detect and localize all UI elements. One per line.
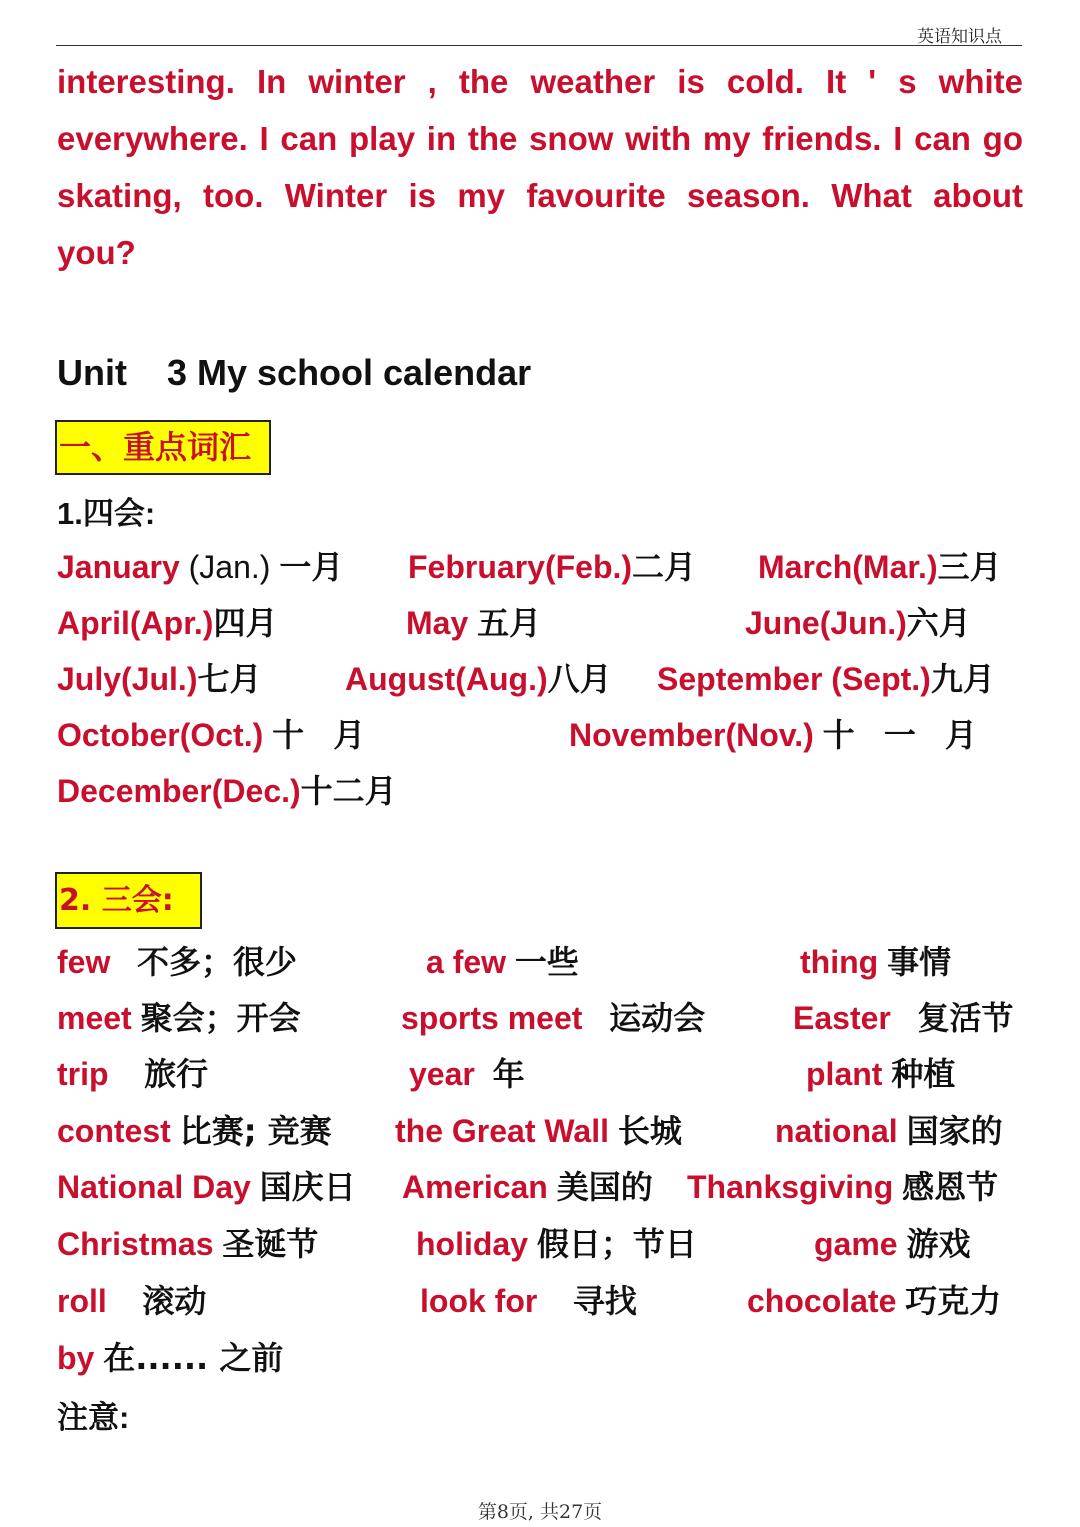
vocab-item: National Day 国庆日 xyxy=(57,1168,356,1206)
month-item: May 五月 xyxy=(406,604,542,642)
month-item: February(Feb.)二月 xyxy=(408,548,697,586)
month-row xyxy=(0,710,1080,766)
subheading-three-skills: 2. 三会: xyxy=(55,872,202,929)
vocab-item: thing 事情 xyxy=(800,943,952,981)
month-item: November(Nov.) 十 一 月 xyxy=(569,716,977,754)
vocab-item: the Great Wall 长城 xyxy=(395,1112,682,1150)
month-item: June(Jun.)六月 xyxy=(745,604,971,642)
vocab-row xyxy=(0,1333,1080,1389)
month-row xyxy=(0,766,1080,822)
vocab-item: roll 滚动 xyxy=(57,1282,207,1320)
vocab-row xyxy=(0,1162,1080,1218)
vocab-item: chocolate 巧克力 xyxy=(747,1282,1002,1320)
unit-title: Unit 3 My school calendar xyxy=(57,352,532,393)
vocab-item: Thanksgiving 感恩节 xyxy=(687,1168,999,1206)
vocab-item: Christmas 圣诞节 xyxy=(57,1225,319,1263)
month-row xyxy=(0,542,1080,598)
month-item: March(Mar.)三月 xyxy=(758,548,1002,586)
month-item: August(Aug.)八月 xyxy=(345,660,612,698)
vocab-item: plant 种植 xyxy=(806,1055,956,1093)
header-rule xyxy=(56,45,1022,46)
section-heading-key-vocab: 一、重点词汇 xyxy=(55,420,271,475)
intro-line: skating, too. Winter is my favourite season. What about xyxy=(57,177,1023,214)
vocab-item: holiday 假日；节日 xyxy=(416,1225,697,1263)
intro-paragraph xyxy=(57,53,1023,281)
vocab-row xyxy=(0,1276,1080,1332)
vocab-item: American 美国的 xyxy=(402,1168,653,1206)
vocab-item: few 不多；很少 xyxy=(57,943,298,981)
month-row xyxy=(0,654,1080,710)
month-item: April(Apr.)四月 xyxy=(57,604,278,642)
vocab-item: trip 旅行 xyxy=(57,1055,209,1093)
month-item: October(Oct.) 十 月 xyxy=(57,716,366,754)
vocab-row xyxy=(0,937,1080,993)
vocab-item: year 年 xyxy=(409,1055,525,1093)
month-item: September (Sept.)九月 xyxy=(657,660,995,698)
vocab-item: Easter 复活节 xyxy=(793,999,1014,1037)
vocab-item: game 游戏 xyxy=(814,1225,971,1263)
month-item: January (Jan.) 一月 xyxy=(57,548,344,586)
subheading-four-skills: 1.四会: xyxy=(57,496,156,531)
intro-line: interesting. In winter , the weather is cold. It ' s white xyxy=(57,63,1023,100)
vocab-item: by 在...... 之前 xyxy=(57,1339,284,1377)
month-item: December(Dec.)十二月 xyxy=(57,772,397,810)
header-label: 英语知识点 xyxy=(917,27,1002,47)
vocab-item: a few 一些 xyxy=(426,943,579,981)
page-number: 第8页, 共27页 xyxy=(477,1501,603,1523)
vocab-item: meet 聚会；开会 xyxy=(57,999,301,1037)
vocab-item: contest 比赛; 竞赛 xyxy=(57,1112,332,1150)
month-item: July(Jul.)七月 xyxy=(57,660,262,698)
intro-line: everywhere. I can play in the snow with my friends. I can go xyxy=(57,120,1023,157)
vocab-item: sports meet 运动会 xyxy=(401,999,706,1037)
vocab-row xyxy=(0,993,1080,1049)
intro-line: you? xyxy=(57,234,136,271)
month-row xyxy=(0,598,1080,654)
vocab-row xyxy=(0,1219,1080,1275)
vocab-row xyxy=(0,1049,1080,1105)
vocab-item: national 国家的 xyxy=(775,1112,1003,1150)
vocab-item: look for 寻找 xyxy=(420,1282,637,1320)
vocab-row xyxy=(0,1106,1080,1162)
note-label: 注意: xyxy=(57,1400,130,1435)
